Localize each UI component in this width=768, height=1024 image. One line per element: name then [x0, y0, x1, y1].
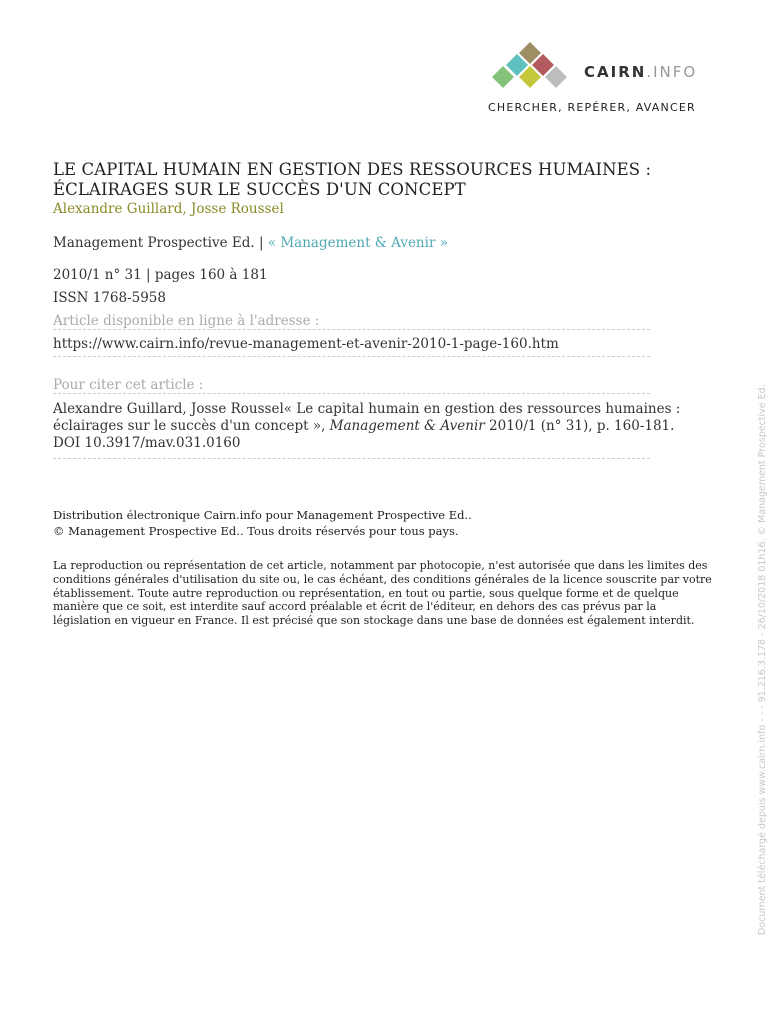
cairn-diamonds-icon	[488, 40, 584, 100]
distribution-line: Distribution électronique Cairn.info pour Management Prospective Ed..	[53, 508, 472, 522]
article-info	[53, 160, 713, 628]
cairn-logo[interactable]	[488, 40, 728, 120]
distribution-notice	[53, 507, 713, 539]
series-link[interactable]: « Management & Avenir »	[267, 235, 448, 251]
publisher-name: Management Prospective Ed. |	[53, 235, 268, 251]
available-label: Article disponible en ligne à l'adresse :	[53, 313, 320, 329]
cite-label: Pour citer cet article :	[53, 377, 204, 393]
issn: ISSN 1768-5958	[53, 290, 166, 306]
citation-text: Alexandre Guillard, Josse Roussel« Le capital humain en gestion des ressources humaines : éclairages sur le succès d'un concept »,	[53, 401, 681, 434]
divider	[53, 356, 650, 357]
citation-rest: 2010/1 (n° 31), p. 160-181.	[484, 418, 675, 434]
publisher-line	[53, 235, 713, 251]
citation	[53, 394, 713, 458]
article-url[interactable]: https://www.cairn.info/revue-management-et-avenir-2010-1-page-160.htm	[53, 336, 559, 352]
title-line-2: ÉCLAIRAGES SUR LE SUCCÈS D'UN CONCEPT	[53, 180, 466, 199]
article-authors: Alexandre Guillard, Josse Roussel	[53, 201, 284, 217]
legal-notice: La reproduction ou représentation de cet article, notamment par photocopie, n'est autorisée que dans les limites des conditions générales d'utilisation du site ou, le cas échéant, des conditions générales de la licence souscrite par votre établissement. Toute autre reproduction ou représentation, en tout ou partie, sous quelque forme et de quelque manière que ce soit, est interdite sauf accord préalable et écrit de l'éditeur, en dehors des cas prévus par la législation en vigueur en France. Il est précisé que son stockage dans une base de données est également interdit.	[53, 559, 712, 628]
article-title	[53, 160, 713, 200]
divider	[53, 458, 650, 459]
brand-name: CAIRN	[584, 63, 647, 81]
brand-wordmark	[584, 63, 697, 81]
citation-journal: Management & Avenir	[329, 418, 485, 434]
citation-doi: DOI 10.3917/mav.031.0160	[53, 435, 241, 451]
download-watermark: Document téléchargé depuis www.cairn.info - - - 91.216.3.178 - 26/10/2018 01h16. © Management Prospective Ed.	[757, 384, 768, 935]
brand-tagline: CHERCHER, REPÉRER, AVANCER	[488, 101, 696, 114]
copyright-line: © Management Prospective Ed.. Tous droits réservés pour tous pays.	[53, 524, 459, 538]
issue-pages: 2010/1 n° 31 | pages 160 à 181	[53, 267, 268, 283]
title-line-1: LE CAPITAL HUMAIN EN GESTION DES RESSOURCES HUMAINES :	[53, 160, 652, 179]
brand-suffix: .INFO	[646, 63, 698, 81]
